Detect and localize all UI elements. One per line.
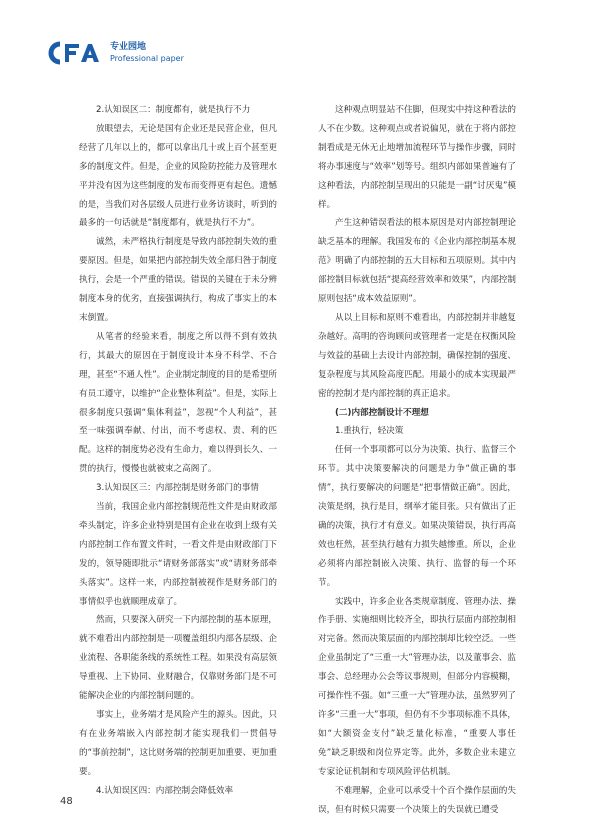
paragraph: 1.重执行，轻决策	[335, 426, 404, 437]
paragraph: 4.认知误区四：内部控制会降低效率	[96, 785, 234, 796]
paragraph: 当前，我国企业内部控制规范性文件是由财政部牵头制定，许多企业特别是国有企业在收到上级有关内部控制工作布置文件时，一看文件是由财政部门下发的，领导随即批示“请财务部落实”或“请财务部牵头落实”。这样一来，内部控制被视作是财务部门的事情似乎也就顺理成章了。	[79, 502, 277, 607]
paragraph: 任何一个事项都可以分为决策、执行、监督三个环节。其中决策要解决的问题是力争“做正确的事情”，执行要解决的问题是“把事情做正确”。因此，决策是纲，执行是目，纲举才能目张。只有做出了正确的决策，执行才有意义。如果决策错误，执行再高效也枉然，甚至执行越有力损失越惨重。所以，企业必须将内部控制嵌入决策、执行、监督的每一个环节。	[318, 445, 516, 588]
paragraph: 放眼望去，无论是国有企业还是民营企业，但凡经营了几年以上的，都可以拿出几十或上百个甚至更多的制度文件。但是，企业的风险防控能力及管理水平并没有因为这些制度的发布而变得更有起色。遗憾的是，当我们对各层级人员进行业务访谈时，听到的最多的一句话就是“制度都有，就是执行不力”。	[79, 123, 277, 229]
paragraph: 然而，只要深入研究一下内部控制的基本原理，就不难看出内部控制是一项覆盖组织内部各层级、企业流程、各职能条线的系统性工程。如果没有高层领导重视、上下协同、业财融合，仅靠财务部门是不可能解决企业的内部控制问题的。	[79, 615, 277, 702]
paragraph: 不难理解，企业可以承受十个百个操作层面的失误，但有时候只需要一个决策上的失误就已遭受	[318, 785, 516, 815]
paragraph: 这种观点明显站不住脚，但现实中持这种看法的人不在少数。这种观点或者说偏见，就在于将内部控制看成是无休无止地增加流程环节与操作步骤，同时将办事速度与“效率”划等号。组织内部如果普遍有了这种看法，内部控制呈现出的只能是一副“讨厌鬼”模样。	[318, 105, 516, 210]
paragraph: 产生这种错误看法的根本原因是对内部控制理论缺乏基本的理解。我国发布的《企业内部控制基本规范》明确了内部控制的五大目标和五项原则。其中内部控制目标就包括“提高经营效率和效果”，内部控制原则包括“成本效益原则”。	[318, 218, 516, 305]
header-text	[110, 42, 184, 64]
section-title-cn: 专业园地	[110, 42, 147, 52]
left-column	[79, 101, 277, 801]
paragraph: 诚然，未严格执行制度是导致内部控制失效的重要原因。但是，如果把内部控制失效全部归咎于制度执行，会是一个严重的错误。错误的关键在于未分辨制度本身的优劣，直接强调执行，构成了事实上的本末倒置。	[79, 237, 277, 323]
paragraph: 实践中，许多企业各类规章制度、管理办法、操作手册、实施细则比较齐全，即执行层面内部控制相对完备。然而决策层面的内部控制却比较空泛。一些企业虽制定了“三重一大”管理办法，以及董事会、监事会、总经理办公会等议事规则，但部分内容模糊，可操作性不强。如“三重一大”管理办法，虽然罗列了许多“三重一大”事项，但仍有不少事项标准不具体，如“大额资金支付”缺乏量化标准，“重要人事任免”缺乏职级和岗位界定等。此外，多数企业未建立专家论证机制和专项风险评估机制。	[318, 596, 516, 777]
right-column	[318, 101, 516, 819]
paragraph: 从以上目标和原则不难看出，内部控制并非越复杂越好。高明的咨询顾问或管理者一定是在权衡风险与效益的基础上去设计内部控制，确保控制的强度、复杂程度与其风险高度匹配。用最小的成本实现最严密的控制才是内部控制的真正追求。	[318, 312, 516, 399]
section-title-en: Professional paper	[110, 54, 184, 63]
section-heading: (二)内部控制设计不理想	[335, 407, 429, 418]
page-header	[48, 38, 348, 68]
paragraph: 2.认知误区二：制度都有，就是执行不力	[96, 105, 251, 115]
page-number: 48	[60, 796, 73, 807]
cfa-logo-icon	[48, 40, 104, 66]
paragraph: 从笔者的经验来看，制度之所以得不到有效执行，其最大的原因在于制度设计本身不科学、不合理，甚至“不通人性”。企业制定制度的目的是希望所有员工遵守，以维护“企业整体利益”。但是，实际上很多制度只强调“集体利益”，忽视“个人利益”，甚至一味强调奉献、付出，而不考虑权、责、利的匹配。这样的制度势必没有生命力，难以得到长久、一贯的执行，慢慢也就被束之高阁了。	[79, 331, 277, 475]
paragraph: 3.认知误区三：内部控制是财务部门的事情	[96, 483, 259, 494]
paragraph: 事实上，业务端才是风险产生的源头。因此，只有在业务端嵌入内部控制才能实现我们一贯倡导的“事前控制”，这比财务端的控制更加重要、更加重要。	[79, 710, 277, 777]
